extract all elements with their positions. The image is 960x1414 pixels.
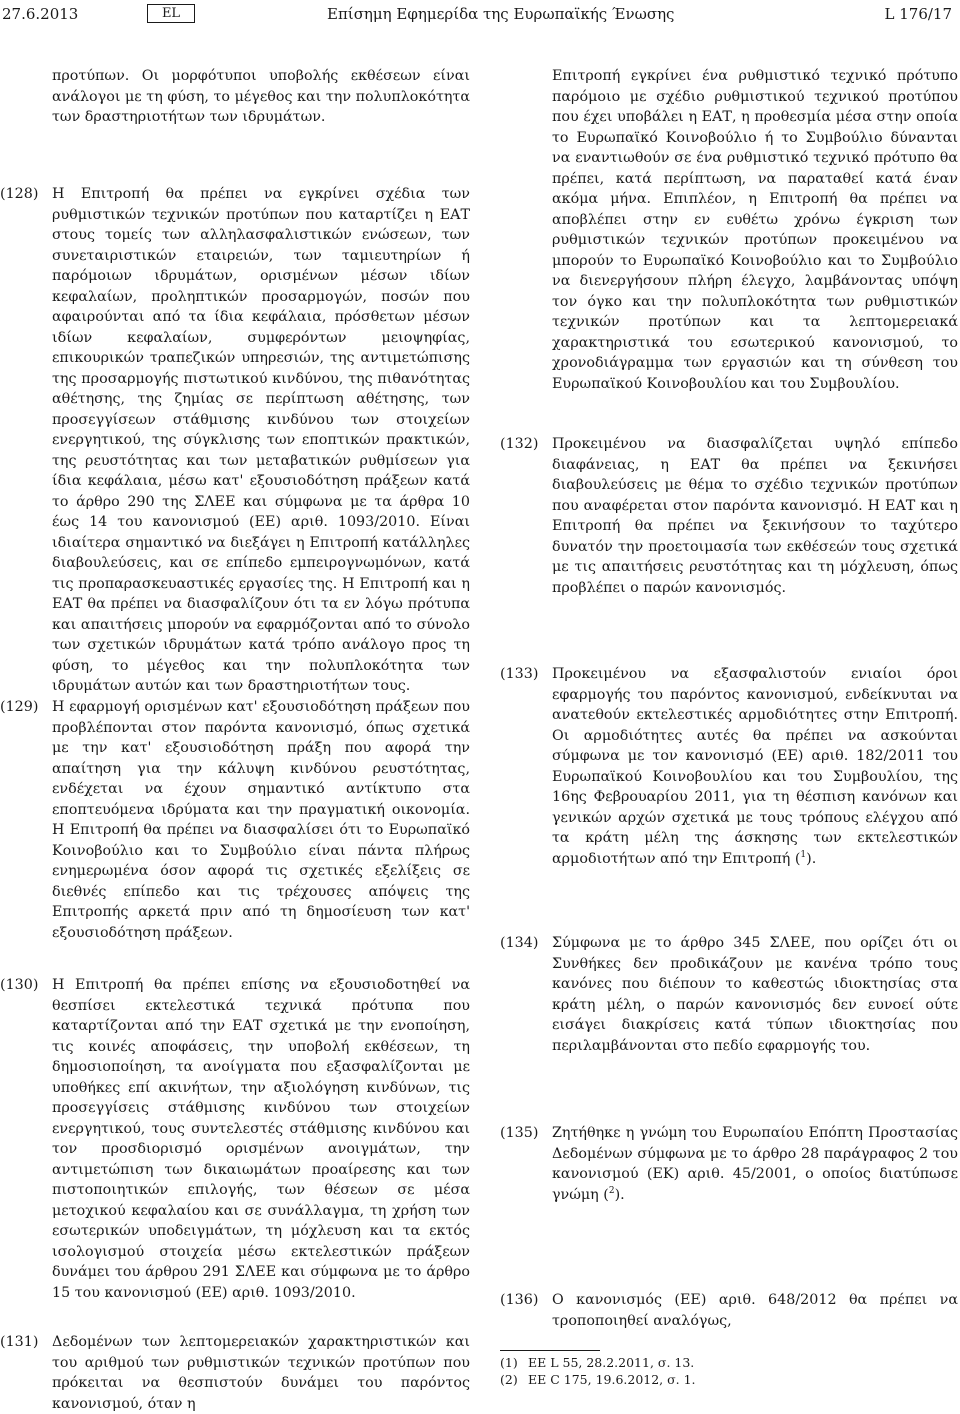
recital-129: [0, 697, 470, 943]
recital-text: Η Επιτροπή θα πρέπει να εγκρίνει σχέδια των ρυθμιστικών τεχνικών προτύπων που καταρτίζει η ΕΑΤ στους τομείς των αλληλασφαλιστικών ενώσεων, των συνεταιριστικών εταιρειών, των ταμιευτηρίων ή παρόμοιων ιδρυμάτων, ορισμένων μέσων ιδίων κεφαλαίων, προληπτικών προσαρμογών, ποσών που αφαιρούνται από τα ίδια κεφάλαια, πρόσθετων μέσων ιδίων κεφαλαίων, συμφερόντων μειοψηφίας, επικουρικών τραπεζικών υπηρεσιών, της αντιμετώπισης της προσαρμογής πιστωτικού κινδύνου, της πιθανότητας αθέτησης, της ζημίας σε περίπτωση αθέτησης, των προσεγγίσεων στάθμισης κινδύνου των στοιχείων ενεργητικού, της σύγκλισης των εποπτικών πρακτικών, της ρευστότητας και των μεταβατικών ρυθμίσεων για ίδια κεφάλαια, μέσω κατ' εξουσιοδότηση πράξεων κατά το άρθρο 290 της ΣΛΕΕ και σύμφωνα με τα άρθρα 10 έως 14 του κανονισμού (ΕΕ) αριθ. 1093/2010. Είναι ιδιαίτερα σημαντικό να διεξάγει η Επιτροπή κατάλληλες διαβουλεύσεις, και σε επίπεδο εμπειρογνωμόνων, κατά τις προπαρασκευαστικές εργασίες της. Η Επιτροπή και η ΕΑΤ θα πρέπει να διασφαλίζουν ότι τα εν λόγω πρότυπα και απαιτήσεις μπορούν να εφαρμόζονται από το σύνολο των σχετικών ιδρυμάτων κατά τρόπο ανάλογο προς τη φύση, το μέγεθος και την πολυπλοκότητα των ιδρυμάτων αυτών και των δραστηριοτήτων τους.: [52, 186, 470, 694]
recital-text: Δεδομένων των λεπτομερειακών χαρακτηριστικών και του αριθμού των ρυθμιστικών τεχνικών προτύπων που πρόκειται να θεσπιστούν δυνάμει του παρόντος κανονισμού, όταν η: [52, 1334, 470, 1412]
footnote-mark: (2): [500, 1372, 518, 1387]
language-code-box: EL: [147, 4, 195, 23]
recital-132: [500, 434, 958, 598]
footnote-mark: (1): [500, 1355, 518, 1370]
recital-136: [500, 1290, 958, 1331]
recital-130: [0, 975, 470, 1303]
recital-135: [500, 1123, 958, 1205]
footnote-text: ΕΕ C 175, 19.6.2012, σ. 1.: [528, 1372, 696, 1387]
recital-number: (129): [0, 699, 39, 715]
recital-text-main: Προκειμένου να εξασφαλιστούν ενιαίοι όροι εφαρμογής του παρόντος κανονισμού, ενδείκνυται να ανατεθούν εκτελεστικές αρμοδιότητες στην Επιτροπή. Οι αρμοδιότητες αυτές θα πρέπει να ασκούνται σύμφωνα με τον κανονισμό (ΕΕ) αριθ. 182/2011 του Ευρωπαϊκού Κοινοβουλίου και του Συμβουλίου, της 16ης Φεβρουαρίου 2011, για τη θέσπιση κανόνων και γενικών αρχών σχετικά με τους τρόπους ελέγχου από τα κράτη μέλη της άσκησης των εκτελεστικών αρμοδιοτήτων από την Επιτροπή (: [552, 666, 958, 867]
page-reference: L 176/17: [884, 5, 952, 23]
recital-text-end: ).: [614, 1186, 625, 1203]
recital-number: (135): [500, 1125, 539, 1141]
recital-text: Προκειμένου να διασφαλίζεται υψηλό επίπεδο διαφάνειας, η ΕΑΤ θα πρέπει να ξεκινήσει διαβουλεύσεις με θέμα το σχέδιο τεχνικών προτύπων που αναφέρεται στον παρόντα κανονισμό. Η ΕΑΤ και η Επιτροπή θα πρέπει να ξεκινήσουν το ταχύτερο δυνατόν την προετοιμασία των εκθέσεών τους σχετικά με τις απαιτήσεις ρευστότητας και τη μόχλευση, όπως προβλέπει ο παρών κανονισμός.: [552, 436, 958, 596]
footnotes: [500, 1354, 900, 1388]
footnote-text: ΕΕ L 55, 28.2.2011, σ. 13.: [528, 1355, 695, 1370]
recital-133: [500, 664, 958, 869]
journal-title: Επίσημη Εφημερίδα της Ευρωπαϊκής Ένωσης: [327, 5, 675, 23]
recital-128: [0, 184, 470, 697]
recital-number: (133): [500, 666, 539, 682]
publication-date: 27.6.2013: [2, 5, 79, 23]
page-header: [2, 4, 952, 28]
recital-text: Σύμφωνα με το άρθρο 345 ΣΛΕΕ, που ορίζει ότι οι Συνθήκες δεν προδικάζουν με κανένα τρόπο τους κανόνες που διέπουν το καθεστώς ιδιοκτησίας στα κράτη μέλη, ο παρών κανονισμός δεν ευνοεί ούτε εισάγει διακρίσεις κατά τύπων ιδιοκτησίας που περιλαμβάνονται στο πεδίο εφαρμογής του.: [552, 935, 958, 1054]
recital-text: Ο κανονισμός (ΕΕ) αριθ. 648/2012 θα πρέπει να τροποποιηθεί αναλόγως,: [552, 1292, 958, 1329]
footnote-separator: [500, 1350, 600, 1351]
recital-text: Η Επιτροπή θα πρέπει επίσης να εξουσιοδοτηθεί να θεσπίσει εκτελεστικά τεχνικά πρότυπα που καταρτίζονται από την ΕΑΤ σχετικά με την ενοποίηση, τις κοινές αποφάσεις, την υποβολή εκθέσεων, τη δημοσιοποίηση, τα ανοίγματα που εξασφαλίζονται με υποθήκες επί ακινήτων, την αξιολόγηση κινδύνων, τις προσεγγίσεις στάθμισης κινδύνου των στοιχείων ενεργητικού, τους συντελεστές στάθμισης κινδύνου και τον προσδιορισμό ορισμένων ανοιγμάτων, την αντιμετώπιση των δικαιωμάτων προαίρεσης και των πιστοποιητικών επιλογής, των θέσεων σε μέσα μετοχικού κεφαλαίου και σε συνάλλαγμα, τη χρήση των εσωτερικών υποδειγμάτων, τη μόχλευση και τα εκτός ισολογισμού στοιχεία μέσω εκτελεστικών πράξεων δυνάμει του άρθρου 291 ΣΛΕΕ και σύμφωνα με το άρθρο 15 του κανονισμού (ΕΕ) αριθ. 1093/2010.: [52, 977, 470, 1301]
recital-number: (132): [500, 436, 539, 452]
recital-131: [0, 1332, 470, 1414]
recital-text-end: ).: [806, 850, 817, 867]
paragraph-text: προτύπων. Οι μορφότυποι υποβολής εκθέσεων είναι ανάλογοι με τη φύση, το μέγεθος και την πολυπλοκότητα των δραστηριοτήτων των ιδρυμάτων.: [52, 68, 470, 125]
footnote-2: [500, 1371, 900, 1388]
continuation-paragraph: [0, 66, 470, 128]
footnote-reference[interactable]: 2: [608, 1185, 615, 1196]
recital-text: [552, 1123, 958, 1205]
recital-number: (131): [0, 1334, 39, 1350]
recital-number: (136): [500, 1292, 539, 1308]
recital-number: (130): [0, 977, 39, 993]
recital-number: (128): [0, 186, 39, 202]
recital-text: [552, 664, 958, 869]
footnote-1: [500, 1354, 900, 1371]
continuation-paragraph: [500, 66, 958, 394]
recital-text-main: Ζητήθηκε η γνώμη του Ευρωπαίου Επόπτη Προστασίας Δεδομένων σύμφωνα με το άρθρο 28 παράγραφος 2 του κανονισμού (ΕΚ) αριθ. 45/2001, ο οποίος διατύπωσε γνώμη (: [552, 1125, 958, 1203]
recital-134: [500, 933, 958, 1056]
footnote-reference[interactable]: 1: [800, 849, 807, 860]
recital-text: Η εφαρμογή ορισμένων κατ' εξουσιοδότηση πράξεων που προβλέπονται στον παρόντα κανονισμό, όπως σχετικά με την κατ' εξουσιοδότηση πράξη που αφορά την απαίτηση για την κάλυψη κινδύνου ρευστότητας, ενδέχεται να έχουν σημαντικό αντίκτυπο στα εποπτευόμενα ιδρύματα και την πραγματική οικονομία. Η Επιτροπή θα πρέπει να διασφαλίσει ότι το Ευρωπαϊκό Κοινοβούλιο και το Συμβούλιο είναι πάντα πλήρως ενημερωμένα όσον αφορά τις σχετικές εξελίξεις σε διεθνές επίπεδο και τις τρέχουσες απόψεις της Επιτροπής αρκετά πριν από τη δημοσίευση των κατ' εξουσιοδότηση πράξεων.: [52, 699, 470, 941]
paragraph-text: Επιτροπή εγκρίνει ένα ρυθμιστικό τεχνικό πρότυπο παρόμοιο με σχέδιο ρυθμιστικού τεχνικού προτύπου που έχει υποβάλει η ΕΑΤ, η προθεσμία μέσα στην οποία το Ευρωπαϊκό Κοινοβούλιο ή το Συμβούλιο δύνανται να εναντιωθούν σε ένα ρυθμιστικό τεχνικό πρότυπο θα πρέπει, κατά περίπτωση, να παραταθεί κατά έναν ακόμα μήνα. Επιπλέον, η Επιτροπή θα πρέπει να αποβλέπει στην εν ευθέτω χρόνω έγκριση των ρυθμιστικών τεχνικών προτύπων προκειμένου να μπορούν το Ευρωπαϊκό Κοινοβούλιο και το Συμβούλιο να διενεργήσουν πλήρη έλεγχο, λαμβάνοντας υπόψη τον όγκο και την πολυπλοκότητα των ρυθμιστικών τεχνικών προτύπων και τα λεπτομερειακά χαρακτηριστικά του εσωτερικού κανονισμού, το χρονοδιάγραμμα των εργασιών και τη σύνθεση του Ευρωπαϊκού Κοινοβουλίου και του Συμβουλίου.: [552, 68, 958, 392]
recital-number: (134): [500, 935, 539, 951]
